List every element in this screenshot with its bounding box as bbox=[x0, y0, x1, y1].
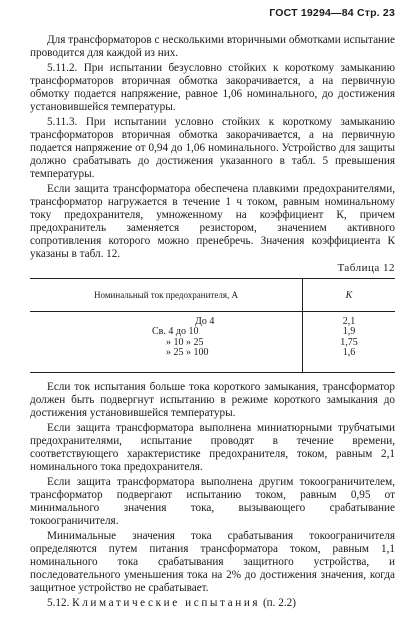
table-header-k: К bbox=[303, 279, 396, 312]
table-caption: Таблица 12 bbox=[337, 262, 395, 275]
document-body bbox=[30, 34, 395, 610]
paragraph-short-circuit: Если ток испытания больше тока короткого замыкания, трансформатор должен быть подвергнут испытанию в режиме короткого замыкания до достижения установившейся температуры. bbox=[30, 381, 395, 420]
section-ref: (п. 2.2) bbox=[262, 596, 296, 609]
paragraph-fuses: Если защита трансформатора обеспечена плавкими предохранителями, трансформатор нагружается в течение 1 ч током, равным номинальному току предохранителя, умноженному на коэффициент К, причем предохранитель заменяется резистором, значением активного сопротивления которого можно пренебречь. Значения коэффициента К указаны в табл. 12. bbox=[30, 182, 395, 260]
row-label: Св. 4 до 10 bbox=[152, 326, 199, 338]
paragraph-1: Для трансформаторов с несколькими вторичными обмотками испытание проводится для каждой из них. bbox=[30, 34, 395, 60]
table-header-current: Номинальный ток предохранителя, А bbox=[30, 279, 303, 312]
table-row bbox=[30, 348, 395, 373]
paragraph-5-11-3: 5.11.3. При испытании условно стойких к короткому замыканию трансформаторов вторичная обмотка закорачивается, а на первичную подается напряжение от 0,94 до 1,06 номинального. Устройство для защиты должно срабатывать до достижения указанного в табл. 5 превышения температуры. bbox=[30, 115, 395, 180]
row-value: 1,9 bbox=[342, 326, 356, 338]
page-header: ГОСТ 19294—84 Стр. 23 bbox=[269, 7, 395, 19]
row-value: 1,6 bbox=[303, 348, 396, 373]
table-12 bbox=[30, 278, 395, 373]
table-row bbox=[30, 338, 395, 348]
paragraph-5-11-2: 5.11.2. При испытании безусловно стойких к короткому замыканию трансформаторов вторичная обмотка закорачивается, а на первичную обмотку подается напряжение, равное 1,06 номинального, до достижения установившейся температуры. bbox=[30, 61, 395, 113]
section-5-12-heading bbox=[30, 597, 395, 610]
section-number: 5.12. bbox=[47, 596, 70, 609]
row-value: 1,75 bbox=[340, 336, 358, 348]
section-title: Климатические испытания bbox=[72, 596, 261, 609]
row-value: 2,1 bbox=[342, 316, 356, 328]
table-row bbox=[30, 312, 395, 328]
paragraph-limiter: Если защита трансформатора выполнена другим токоограничителем, трансформатор подвергают испытанию током, равным 0,95 от минимального значения тока, вызывающего срабатывание токоограничителя. bbox=[30, 475, 395, 527]
paragraph-min-values: Минимальные значения тока срабатывания токоограничителя определяются путем питания трансформатора током, равным 1,1 номинального тока срабатывания защитного устройства, и последовательного уменьшения тока на 2% до достижения значения, когда защитное устройство не срабатывает. bbox=[30, 529, 395, 594]
row-label: » 25 » 100 bbox=[166, 346, 209, 358]
paragraph-miniature-fuses: Если защита трансформатора выполнена миниатюрными трубчатыми предохранителями, испытание проводят в течение времени, соответствующего характеристике предохранителя, током, равным 2,1 номинального тока предохранителя. bbox=[30, 421, 395, 474]
row-label: До 4 bbox=[195, 316, 215, 328]
row-label: » 10 » 25 bbox=[166, 336, 204, 348]
